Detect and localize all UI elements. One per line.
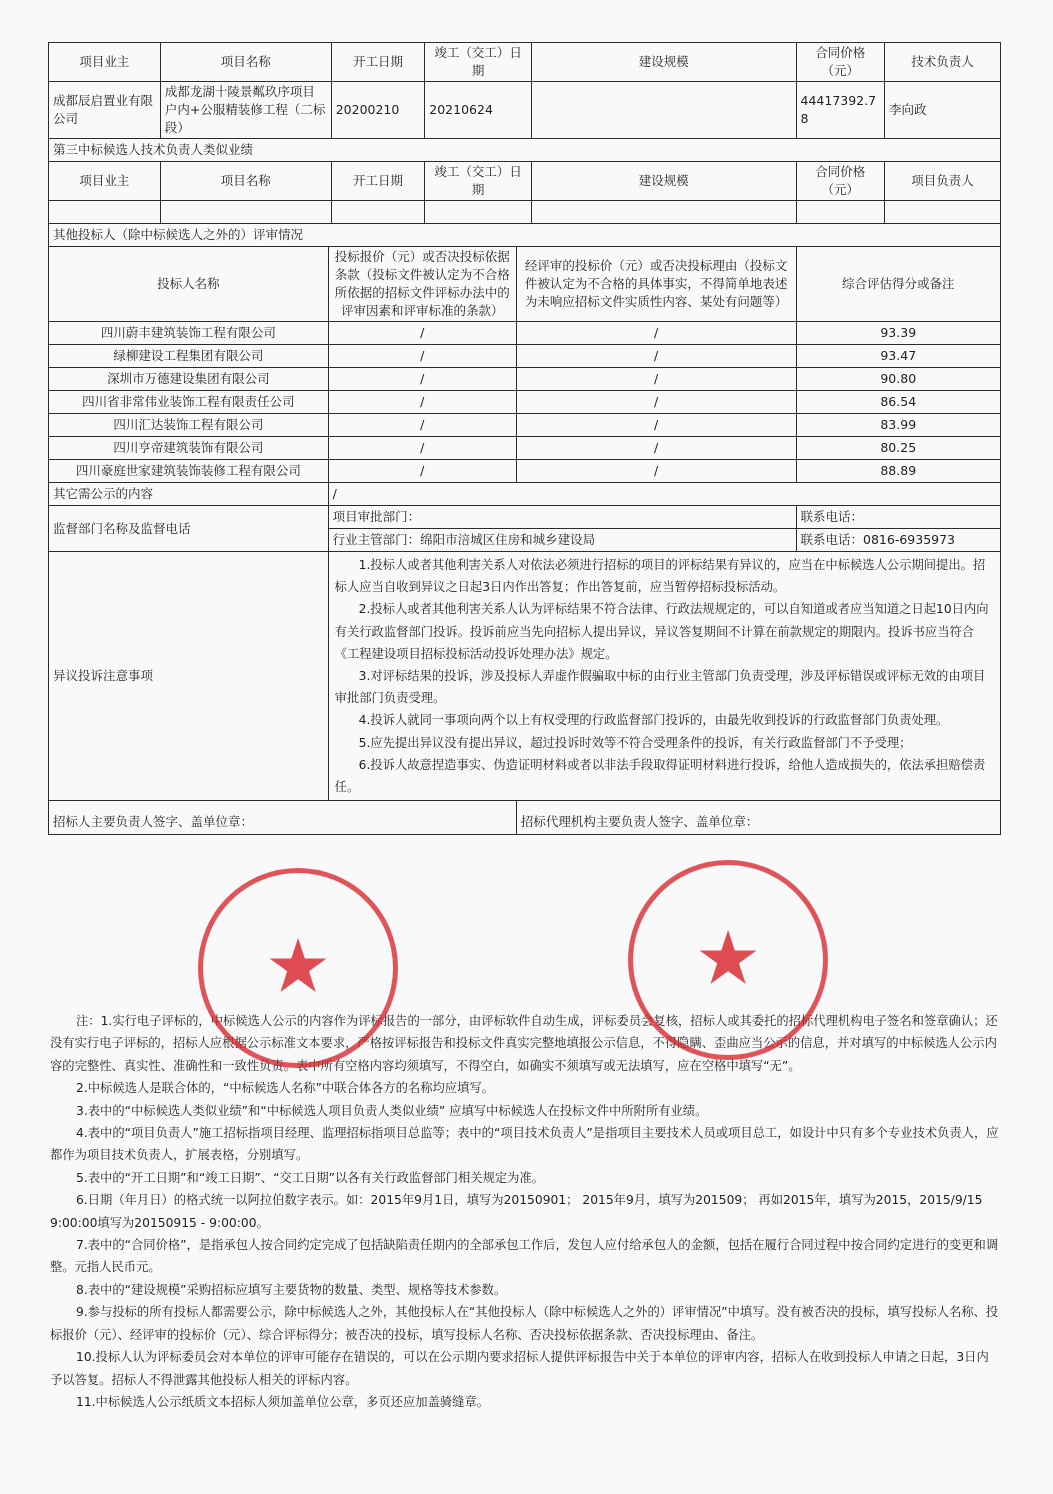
project-price: 44417392.78	[796, 82, 884, 139]
bidder-score: 88.89	[796, 460, 1000, 483]
footnote: 10.投标人认为评标委员会对本单位的评审可能存在错误的，可以在公示期内要求招标人提供评标报告中关于本单位的评审内容，招标人在收到投标人申请之日起，3日内予以答复。招标人不得泄露其他投标人相关的评标内容。	[50, 1350, 989, 1387]
project-tech-lead: 李向政	[884, 82, 1000, 139]
third-col-lead: 项目负责人	[884, 162, 1000, 201]
bidder-score: 90.80	[796, 368, 1000, 391]
empty-cell	[160, 201, 331, 224]
footnote: 7.表中的“合同价格”，是指承包人按合同约定完成了包括缺陷责任期内的全部承包工作后，发包人应付给承包人的金额，包括在履行合同过程中按合同约定进行的变更和调整。元指人民币元。	[50, 1238, 999, 1275]
bidder-price: /	[328, 437, 516, 460]
objection-label: 异议投诉注意事项	[49, 552, 329, 801]
other-col-score: 综合评估得分或备注	[796, 247, 1000, 322]
bidder-price: /	[328, 414, 516, 437]
footnote: 8.表中的“建设规模”采购招标应填写主要货物的数量、类型、规格等技术参数。	[76, 1282, 507, 1297]
objection-body	[328, 552, 1000, 801]
other-header-row	[49, 247, 1001, 322]
third-empty-row	[49, 201, 1001, 224]
empty-cell	[796, 201, 884, 224]
other-content-label: 其它需公示的内容	[49, 483, 329, 506]
bidder-evaluated: /	[516, 345, 796, 368]
agency-sign: 招标代理机构主要负责人签字、盖单位章：	[516, 801, 1000, 835]
col-owner: 项目业主	[49, 43, 161, 82]
bid-result-table	[48, 42, 1001, 835]
bidder-score: 86.54	[796, 391, 1000, 414]
col-tech-lead: 技术负责人	[884, 43, 1000, 82]
footnote: 4.表中的“项目负责人”施工招标指项目经理、监理招标指项目总监等；表中的“项目技术负责人”是指项目主要技术人员或项目总工，如设计中只有多个专业技术负责人，应都作为项目技术负责人，扩展表格，分别填写。	[50, 1126, 999, 1163]
footnote: 注：1.实行电子评标的，中标候选人公示的内容作为评标报告的一部分，由评标软件自动生成，评标委员会复核，招标人或其委托的招标代理机构电子签名和签章确认；还没有实行电子评标的，招标人应根据公示标准文本要求，严格按评标报告和投标文件真实完整地填报公示信息，不得隐瞒、歪曲应当公示的信息，并对填写的中标候选人公示内容的完整性、真实性、准确性和一致性负责。表中所有空格内容均须填写，不得空白，如确实不须填写或无法填写，应在空格中填写“无”。	[50, 1014, 998, 1073]
col-start-date: 开工日期	[331, 43, 425, 82]
col-project-name: 项目名称	[160, 43, 331, 82]
third-col-end-date: 竣工（交工）日期	[425, 162, 532, 201]
footnote: 5.表中的“开工日期”和“竣工日期”、“交工日期”以各有关行政监督部门相关规定为准。	[76, 1170, 545, 1185]
authority-dept: 行业主管部门：绵阳市涪城区住房和城乡建设局	[328, 529, 796, 552]
bidder-price: /	[328, 391, 516, 414]
other-section-row	[49, 224, 1001, 247]
col-scale: 建设规模	[532, 43, 796, 82]
bidder-evaluated: /	[516, 391, 796, 414]
bidder-row	[49, 414, 1001, 437]
bidder-evaluated: /	[516, 414, 796, 437]
other-content-value: /	[328, 483, 1000, 506]
star-icon: ★	[264, 923, 332, 1010]
bidder-evaluated: /	[516, 368, 796, 391]
bidder-evaluated: /	[516, 322, 796, 345]
objection-item: 2.投标人或者其他利害关系人认为评标结果不符合法律、行政法规规定的，可以自知道或者应当知道之日起10日内向有关行政监督部门投诉。投诉前应当先向招标人提出异议，异议答复期间不计算在前款规定的期限内。投诉书应当符合《工程建设项目招标投标活动投诉处理办法》规定。	[334, 602, 989, 661]
supervision-label: 监督部门名称及监督电话	[49, 506, 329, 552]
objection-item: 3.对评标结果的投诉，涉及投标人弄虚作假骗取中标的由行业主管部门负责受理，涉及评标错误或评标无效的由项目审批部门负责受理。	[334, 669, 986, 706]
empty-cell	[49, 201, 161, 224]
footnote: 11.中标候选人公示纸质文本招标人须加盖单位公章，多页还应加盖骑缝章。	[76, 1394, 490, 1409]
star-icon: ★	[694, 915, 762, 1002]
third-col-price: 合同价格（元）	[796, 162, 884, 201]
bidder-row	[49, 391, 1001, 414]
bidder-score: 93.39	[796, 322, 1000, 345]
objection-item: 6.投诉人故意捏造事实、伪造证明材料或者以非法手段取得证明材料进行投诉，给他人造成损失的，依法承担赔偿责任。	[334, 757, 986, 795]
empty-cell	[884, 201, 1000, 224]
third-col-scale: 建设规模	[532, 162, 796, 201]
approval-dept: 项目审批部门：	[328, 506, 796, 529]
project-scale	[532, 82, 796, 139]
bidder-row	[49, 345, 1001, 368]
objection-item: 5.应先提出异议没有提出异议，超过投诉时效等不符合受理条件的投诉，有关行政监督部门不予受理；	[358, 735, 912, 750]
other-col-price: 投标报价（元）或否决投标依据条款（投标文件被认定为不合格所依据的招标文件评标办法中的评审因素和评审标准的条款）	[328, 247, 516, 322]
project-owner: 成都辰启置业有限公司	[49, 82, 161, 139]
authority-phone: 联系电话：0816-6935973	[796, 529, 1000, 552]
bidder-name: 四川豪庭世家建筑装饰装修工程有限公司	[49, 460, 329, 483]
footnote: 3.表中的“中标候选人类似业绩”和“中标候选人项目负责人类似业绩” 应填写中标候选人在投标文件中所附所有业绩。	[76, 1103, 708, 1118]
bidder-row	[49, 460, 1001, 483]
third-col-start-date: 开工日期	[331, 162, 425, 201]
project-name: 成都龙湖十陵景粼玖序项目户内+公服精装修工程（二标段）	[160, 82, 331, 139]
bidder-name: 四川汇达装饰工程有限公司	[49, 414, 329, 437]
bidder-price: /	[328, 345, 516, 368]
third-section-row	[49, 139, 1001, 162]
signature-row	[49, 801, 1001, 835]
bidder-name: 四川亨帝建筑装饰有限公司	[49, 437, 329, 460]
bidder-name: 绿柳建设工程集团有限公司	[49, 345, 329, 368]
col-end-date: 竣工（交工）日期	[425, 43, 532, 82]
bidder-name: 深圳市万德建设集团有限公司	[49, 368, 329, 391]
other-section-title: 其他投标人（除中标候选人之外的）评审情况	[49, 224, 1001, 247]
other-col-name: 投标人名称	[49, 247, 329, 322]
bidder-evaluated: /	[516, 460, 796, 483]
bidder-row	[49, 437, 1001, 460]
supervision-row-1	[49, 506, 1001, 529]
footnote: 6.日期（年月日）的格式统一以阿拉伯数字表示。如：2015年9月1日，填写为20150901； 2015年9月，填写为201509； 再如2015年，填写为2015，2015/9/15 9:00:00填写为20150915 - 9:00:00。	[50, 1193, 983, 1230]
footnote: 9.参与投标的所有投标人都需要公示，除中标候选人之外，其他投标人在“其他投标人（除中标候选人之外的）评审情况”中填写。没有被否决的投标，填写投标人名称、投标报价（元）、经评审的投标价（元）、综合评标得分；被否决的投标，填写投标人名称、否决投标依据条款、否决投标理由、备注。	[50, 1305, 999, 1342]
objection-item: 4.投诉人就同一事项向两个以上有权受理的行政监督部门投诉的，由最先收到投诉的行政监督部门负责处理。	[358, 713, 949, 728]
bidder-score: 93.47	[796, 345, 1000, 368]
objection-item: 1.投标人或者其他利害关系人对依法必须进行招标的项目的评标结果有异议的，应当在中标候选人公示期间提出。招标人应当自收到异议之日起3日内作出答复；作出答复前，应当暂停招标投标活动。	[334, 558, 986, 595]
bidder-score: 80.25	[796, 437, 1000, 460]
project-start: 20200210	[331, 82, 425, 139]
empty-cell	[331, 201, 425, 224]
third-col-owner: 项目业主	[49, 162, 161, 201]
third-header-row	[49, 162, 1001, 201]
bidder-row	[49, 368, 1001, 391]
other-col-evaluated: 经评审的投标价（元）或否决投标理由（投标文件被认定为不合格的具体事实，不得简单地表述为未响应招标文件实质性内容、某处有问题等）	[516, 247, 796, 322]
other-content-row	[49, 483, 1001, 506]
third-col-project-name: 项目名称	[160, 162, 331, 201]
third-section-title: 第三中标候选人技术负责人类似业绩	[49, 139, 1001, 162]
project-end: 20210624	[425, 82, 532, 139]
footnotes	[50, 1010, 1000, 1413]
bidder-name: 四川省非常伟业装饰工程有限责任公司	[49, 391, 329, 414]
col-price: 合同价格（元）	[796, 43, 884, 82]
objection-row	[49, 552, 1001, 801]
tenderer-sign: 招标人主要负责人签字、盖单位章：	[49, 801, 517, 835]
bidder-score: 83.99	[796, 414, 1000, 437]
bidder-price: /	[328, 322, 516, 345]
bidder-price: /	[328, 368, 516, 391]
bidder-name: 四川蔚丰建筑装饰工程有限公司	[49, 322, 329, 345]
bidder-price: /	[328, 460, 516, 483]
empty-cell	[532, 201, 796, 224]
bidder-evaluated: /	[516, 437, 796, 460]
perf-header-row	[49, 43, 1001, 82]
empty-cell	[425, 201, 532, 224]
approval-phone: 联系电话：	[796, 506, 1000, 529]
bidder-row	[49, 322, 1001, 345]
perf-row	[49, 82, 1001, 139]
footnote: 2.中标候选人是联合体的，“中标候选人名称”中联合体各方的名称均应填写。	[76, 1081, 494, 1096]
